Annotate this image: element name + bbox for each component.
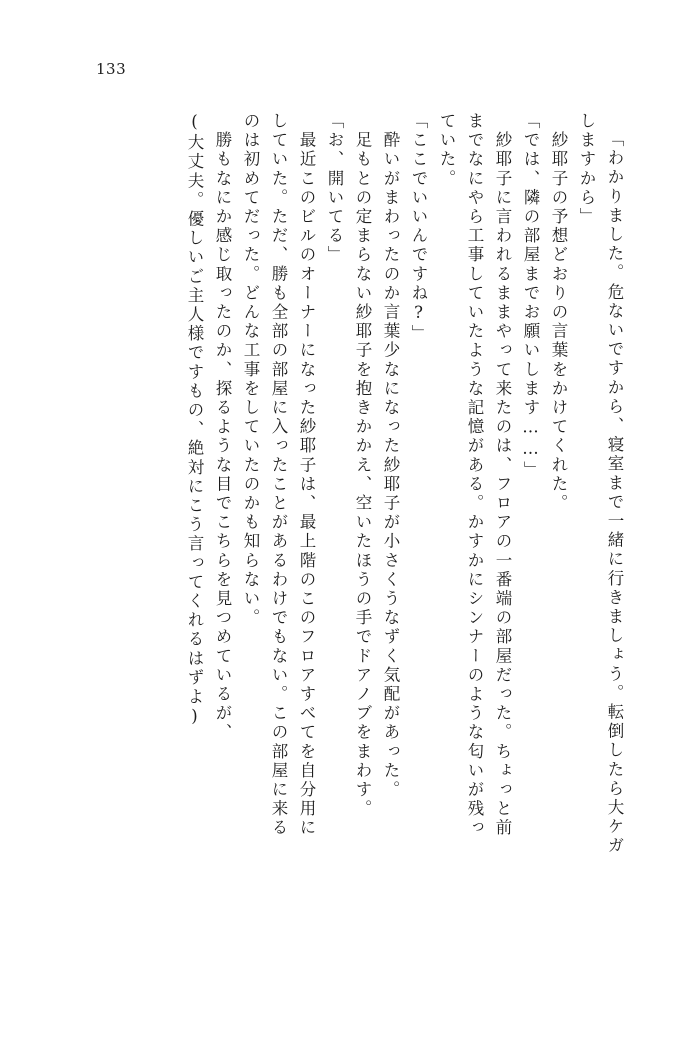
- text-line: までなにやら工事していたような記憶がある。かすかにシンナーのような匂いが残っ: [465, 112, 484, 838]
- text-line: 「わかりました。危ないですから、寝室まで一緒に行きましょう。転倒したら大ケガ: [605, 130, 624, 856]
- text-line: ていた。: [437, 112, 456, 189]
- text-line: しますから」: [577, 112, 596, 227]
- vertical-body-text: [62, 112, 622, 942]
- text-line: 足もとの定まらない紗耶子を抱きかかえ、空いたほうの手でドアノブをまわす。: [353, 112, 372, 819]
- text-line: 最近このビルのオーナーになった紗耶子は、最上階のこのフロアすべてを自分用に: [297, 112, 316, 838]
- text-line: 酔いがまわったのか言葉少なになった紗耶子が小さくうなずく気配があった。: [381, 112, 400, 800]
- page-number: 133: [96, 60, 127, 78]
- text-line: 紗耶子の予想どおりの言葉をかけてくれた。: [549, 112, 568, 514]
- text-line: のは初めてだった。どんな工事をしていたのかも知らない。: [241, 112, 260, 628]
- text-line: 紗耶子に言われるままやって来たのは、フロアの一番端の部屋だった。ちょっと前: [493, 112, 512, 838]
- text-line: していた。ただ、勝も全部の部屋に入ったことがあるわけでもない。この部屋に来る: [269, 112, 288, 838]
- text-line: (大丈夫。優しいご主人様ですもの、絶対にこう言ってくれるはずよ): [185, 112, 204, 729]
- text-line: 「お、開いてる」: [325, 112, 344, 265]
- text-line: 「ここでいいんですね?」: [409, 112, 428, 344]
- text-line: 「では、隣の部屋までお願いします……」: [521, 112, 540, 480]
- text-line: 勝もなにか感じ取ったのか、探るような目でこちらを見つめているが、: [213, 112, 232, 743]
